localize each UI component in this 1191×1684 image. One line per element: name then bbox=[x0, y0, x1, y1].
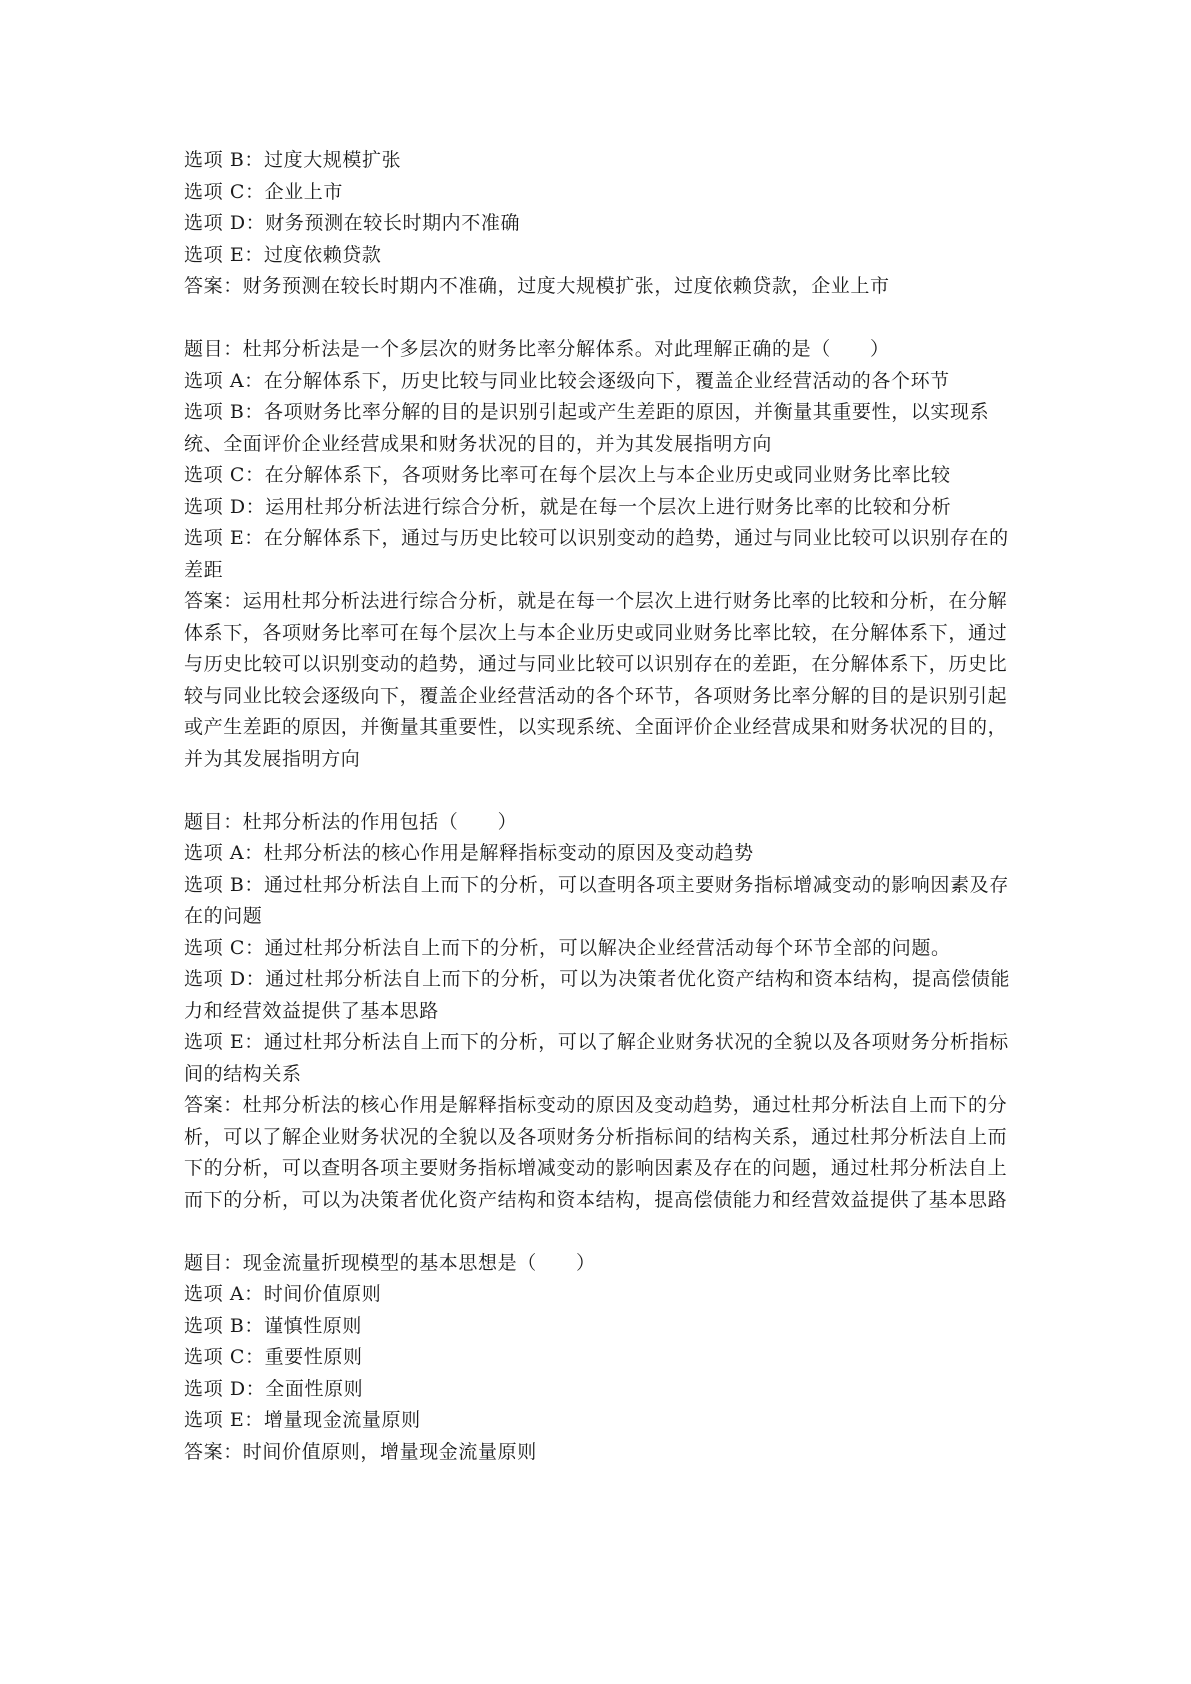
block-spacer bbox=[184, 303, 1014, 335]
question-block-4 bbox=[184, 1248, 1014, 1469]
option-a: 选项 A：在分解体系下，历史比较与同业比较会逐级向下，覆盖企业经营活动的各个环节 bbox=[184, 369, 950, 392]
option-c: 选项 C：通过杜邦分析法自上而下的分析，可以解决企业经营活动每个环节全部的问题。 bbox=[184, 936, 951, 959]
option-d: 选项 D：通过杜邦分析法自上而下的分析，可以为决策者优化资产结构和资本结构，提高偿债能力和经营效益提供了基本思路 bbox=[184, 968, 1011, 1022]
option-a: 选项 A：杜邦分析法的核心作用是解释指标变动的原因及变动趋势 bbox=[184, 842, 754, 864]
option-c: 选项 C：重要性原则 bbox=[184, 1346, 363, 1368]
option-d: 选项 D：财务预测在较长时期内不准确 bbox=[184, 212, 521, 234]
question-block-3 bbox=[184, 807, 1014, 1217]
question-title: 题目：杜邦分析法是一个多层次的财务比率分解体系。对此理解正确的是（ ） bbox=[184, 338, 890, 360]
question-title: 题目：杜邦分析法的作用包括（ ） bbox=[184, 810, 518, 833]
option-b: 选项 B：各项财务比率分解的目的是识别引起或产生差距的原因，并衡量其重要性，以实现系统、全面评价企业经营成果和财务状况的目的，并为其发展指明方向 bbox=[184, 401, 990, 455]
option-a: 选项 A：时间价值原则 bbox=[184, 1283, 382, 1305]
answer: 答案：财务预测在较长时期内不准确，过度大规模扩张，过度依赖贷款，企业上市 bbox=[184, 275, 890, 297]
option-e: 选项 E：通过杜邦分析法自上而下的分析，可以了解企业财务状况的全貌以及各项财务分析指标间的结构关系 bbox=[184, 1031, 1009, 1085]
question-title: 题目：现金流量折现模型的基本思想是（ ） bbox=[184, 1251, 596, 1274]
option-d: 选项 D：运用杜邦分析法进行综合分析，就是在每一个层次上进行财务比率的比较和分析 bbox=[184, 495, 952, 518]
option-e: 选项 E：过度依赖贷款 bbox=[184, 243, 382, 266]
block-spacer bbox=[184, 1216, 1014, 1248]
option-c: 选项 C：在分解体系下，各项财务比率可在每个层次上与本企业历史或同业财务比率比较 bbox=[184, 464, 951, 486]
option-b: 选项 B：谨慎性原则 bbox=[184, 1314, 363, 1337]
question-block-1 bbox=[184, 145, 1014, 303]
block-spacer bbox=[184, 775, 1014, 807]
answer: 答案：杜邦分析法的核心作用是解释指标变动的原因及变动趋势，通过杜邦分析法自上而下的分析，可以了解企业财务状况的全貌以及各项财务分析指标间的结构关系，通过杜邦分析法自上而下的分析，可以查明各项主要财务指标增减变动的影响因素及存在的问题，通过杜邦分析法自上而下的分析，可以为决策者优化资产结构和资本结构，提高偿债能力和经营效益提供了基本思路 bbox=[184, 1094, 1008, 1211]
option-b: 选项 B：过度大规模扩张 bbox=[184, 149, 402, 171]
option-c: 选项 C：企业上市 bbox=[184, 180, 343, 203]
option-d: 选项 D：全面性原则 bbox=[184, 1377, 364, 1400]
option-e: 选项 E：增量现金流量原则 bbox=[184, 1409, 421, 1431]
document-page bbox=[184, 145, 1014, 1468]
answer: 答案：运用杜邦分析法进行综合分析，就是在每一个层次上进行财务比率的比较和分析，在分解体系下，各项财务比率可在每个层次上与本企业历史或同业财务比率比较，在分解体系下，通过与历史比较可以识别变动的趋势，通过与同业比较可以识别存在的差距，在分解体系下，历史比较与同业比较会逐级向下，覆盖企业经营活动的各个环节，各项财务比率分解的目的是识别引起或产生差距的原因，并衡量其重要性，以实现系统、全面评价企业经营成果和财务状况的目的，并为其发展指明方向 bbox=[184, 590, 1008, 770]
option-e: 选项 E：在分解体系下，通过与历史比较可以识别变动的趋势，通过与同业比较可以识别存在的差距 bbox=[184, 527, 1009, 581]
option-b: 选项 B：通过杜邦分析法自上而下的分析，可以查明各项主要财务指标增减变动的影响因素及存在的问题 bbox=[184, 873, 1009, 927]
answer: 答案：时间价值原则，增量现金流量原则 bbox=[184, 1440, 537, 1463]
question-block-2 bbox=[184, 334, 1014, 775]
